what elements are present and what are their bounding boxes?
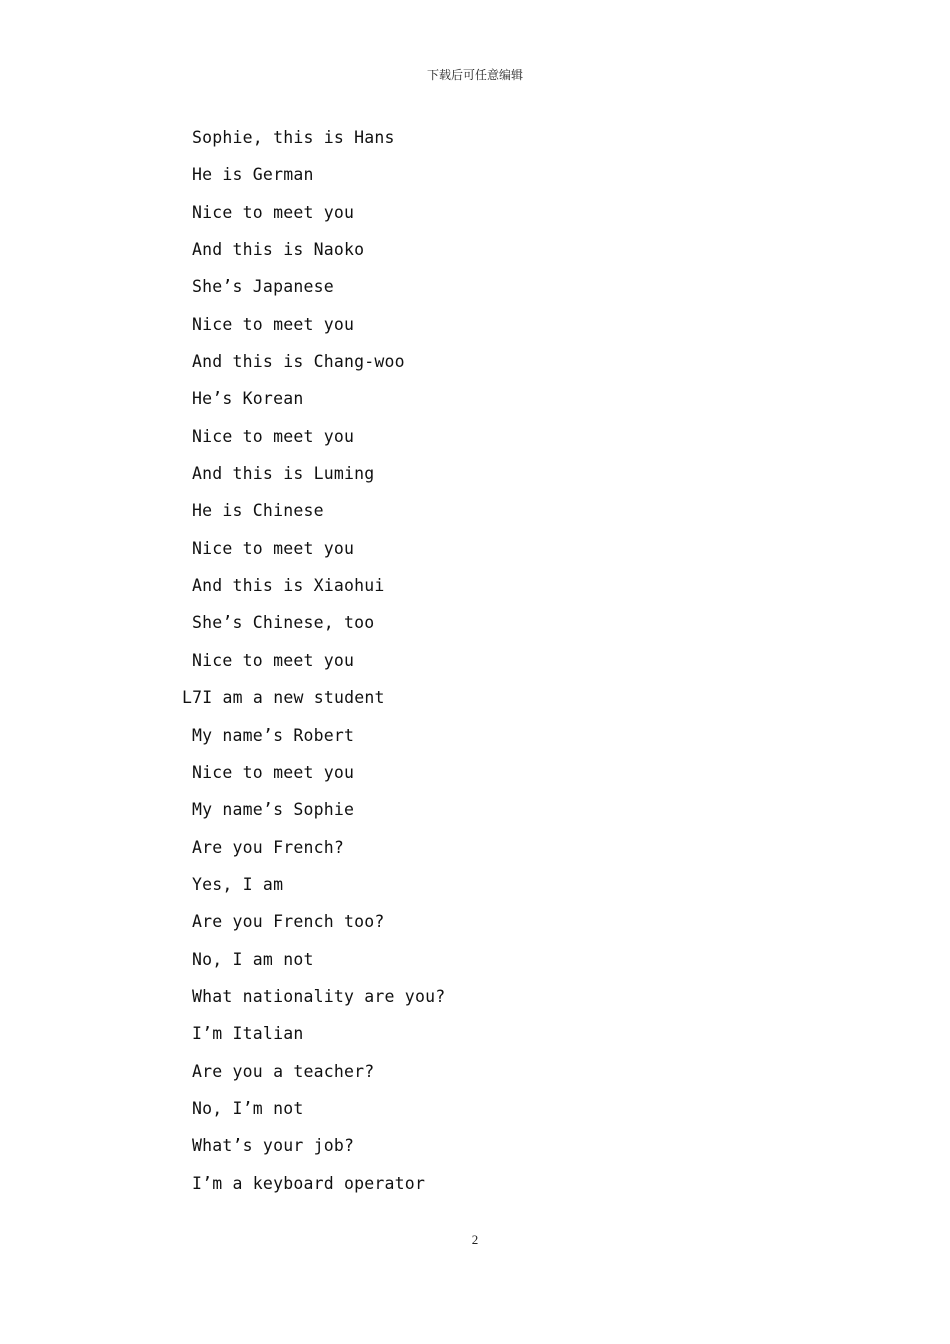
dialogue-line: And this is Chang-woo	[192, 352, 405, 372]
dialogue-line: He is Chinese	[192, 501, 324, 521]
dialogue-line: Nice to meet you	[192, 762, 355, 782]
dialogue-line: Nice to meet you	[192, 538, 355, 558]
dialogue-line: Are you French too?	[192, 912, 385, 932]
dialogue-line: She’s Japanese	[192, 277, 334, 297]
page-header: 下载后可任意编辑	[426, 68, 523, 82]
dialogue-line: What nationality are you?	[192, 986, 446, 1006]
dialogue-line: And this is Xiaohui	[192, 576, 385, 596]
lesson-heading-line: L7I am a new student	[182, 688, 385, 708]
dialogue-line: No, I’m not	[192, 1098, 304, 1118]
dialogue-line: What’s your job?	[192, 1136, 355, 1156]
dialogue-line: No, I am not	[192, 949, 314, 969]
page-number: 2	[471, 1232, 479, 1247]
dialogue-line: Are you French?	[192, 837, 345, 857]
dialogue-line: Sophie, this is Hans	[192, 128, 395, 147]
dialogue-line: Are you a teacher?	[192, 1061, 375, 1081]
dialogue-line: And this is Naoko	[192, 240, 365, 260]
dialogue-line: Nice to meet you	[192, 202, 355, 222]
dialogue-line: He is German	[192, 165, 314, 185]
dialogue-line: She’s Chinese, too	[192, 613, 375, 633]
dialogue-line: Yes, I am	[192, 874, 284, 894]
dialogue-line: He’s Korean	[192, 389, 304, 409]
dialogue-line: And this is Luming	[192, 464, 375, 484]
dialogue-line: Nice to meet you	[192, 426, 355, 446]
dialogue-line: Nice to meet you	[192, 650, 355, 670]
dialogue-line: I’m a keyboard operator	[192, 1173, 426, 1193]
document-body	[182, 127, 782, 1210]
dialogue-line: My name’s Sophie	[192, 800, 355, 820]
dialogue-line: I’m Italian	[192, 1024, 304, 1044]
dialogue-line: My name’s Robert	[192, 725, 355, 745]
dialogue-line: Nice to meet you	[192, 314, 355, 334]
